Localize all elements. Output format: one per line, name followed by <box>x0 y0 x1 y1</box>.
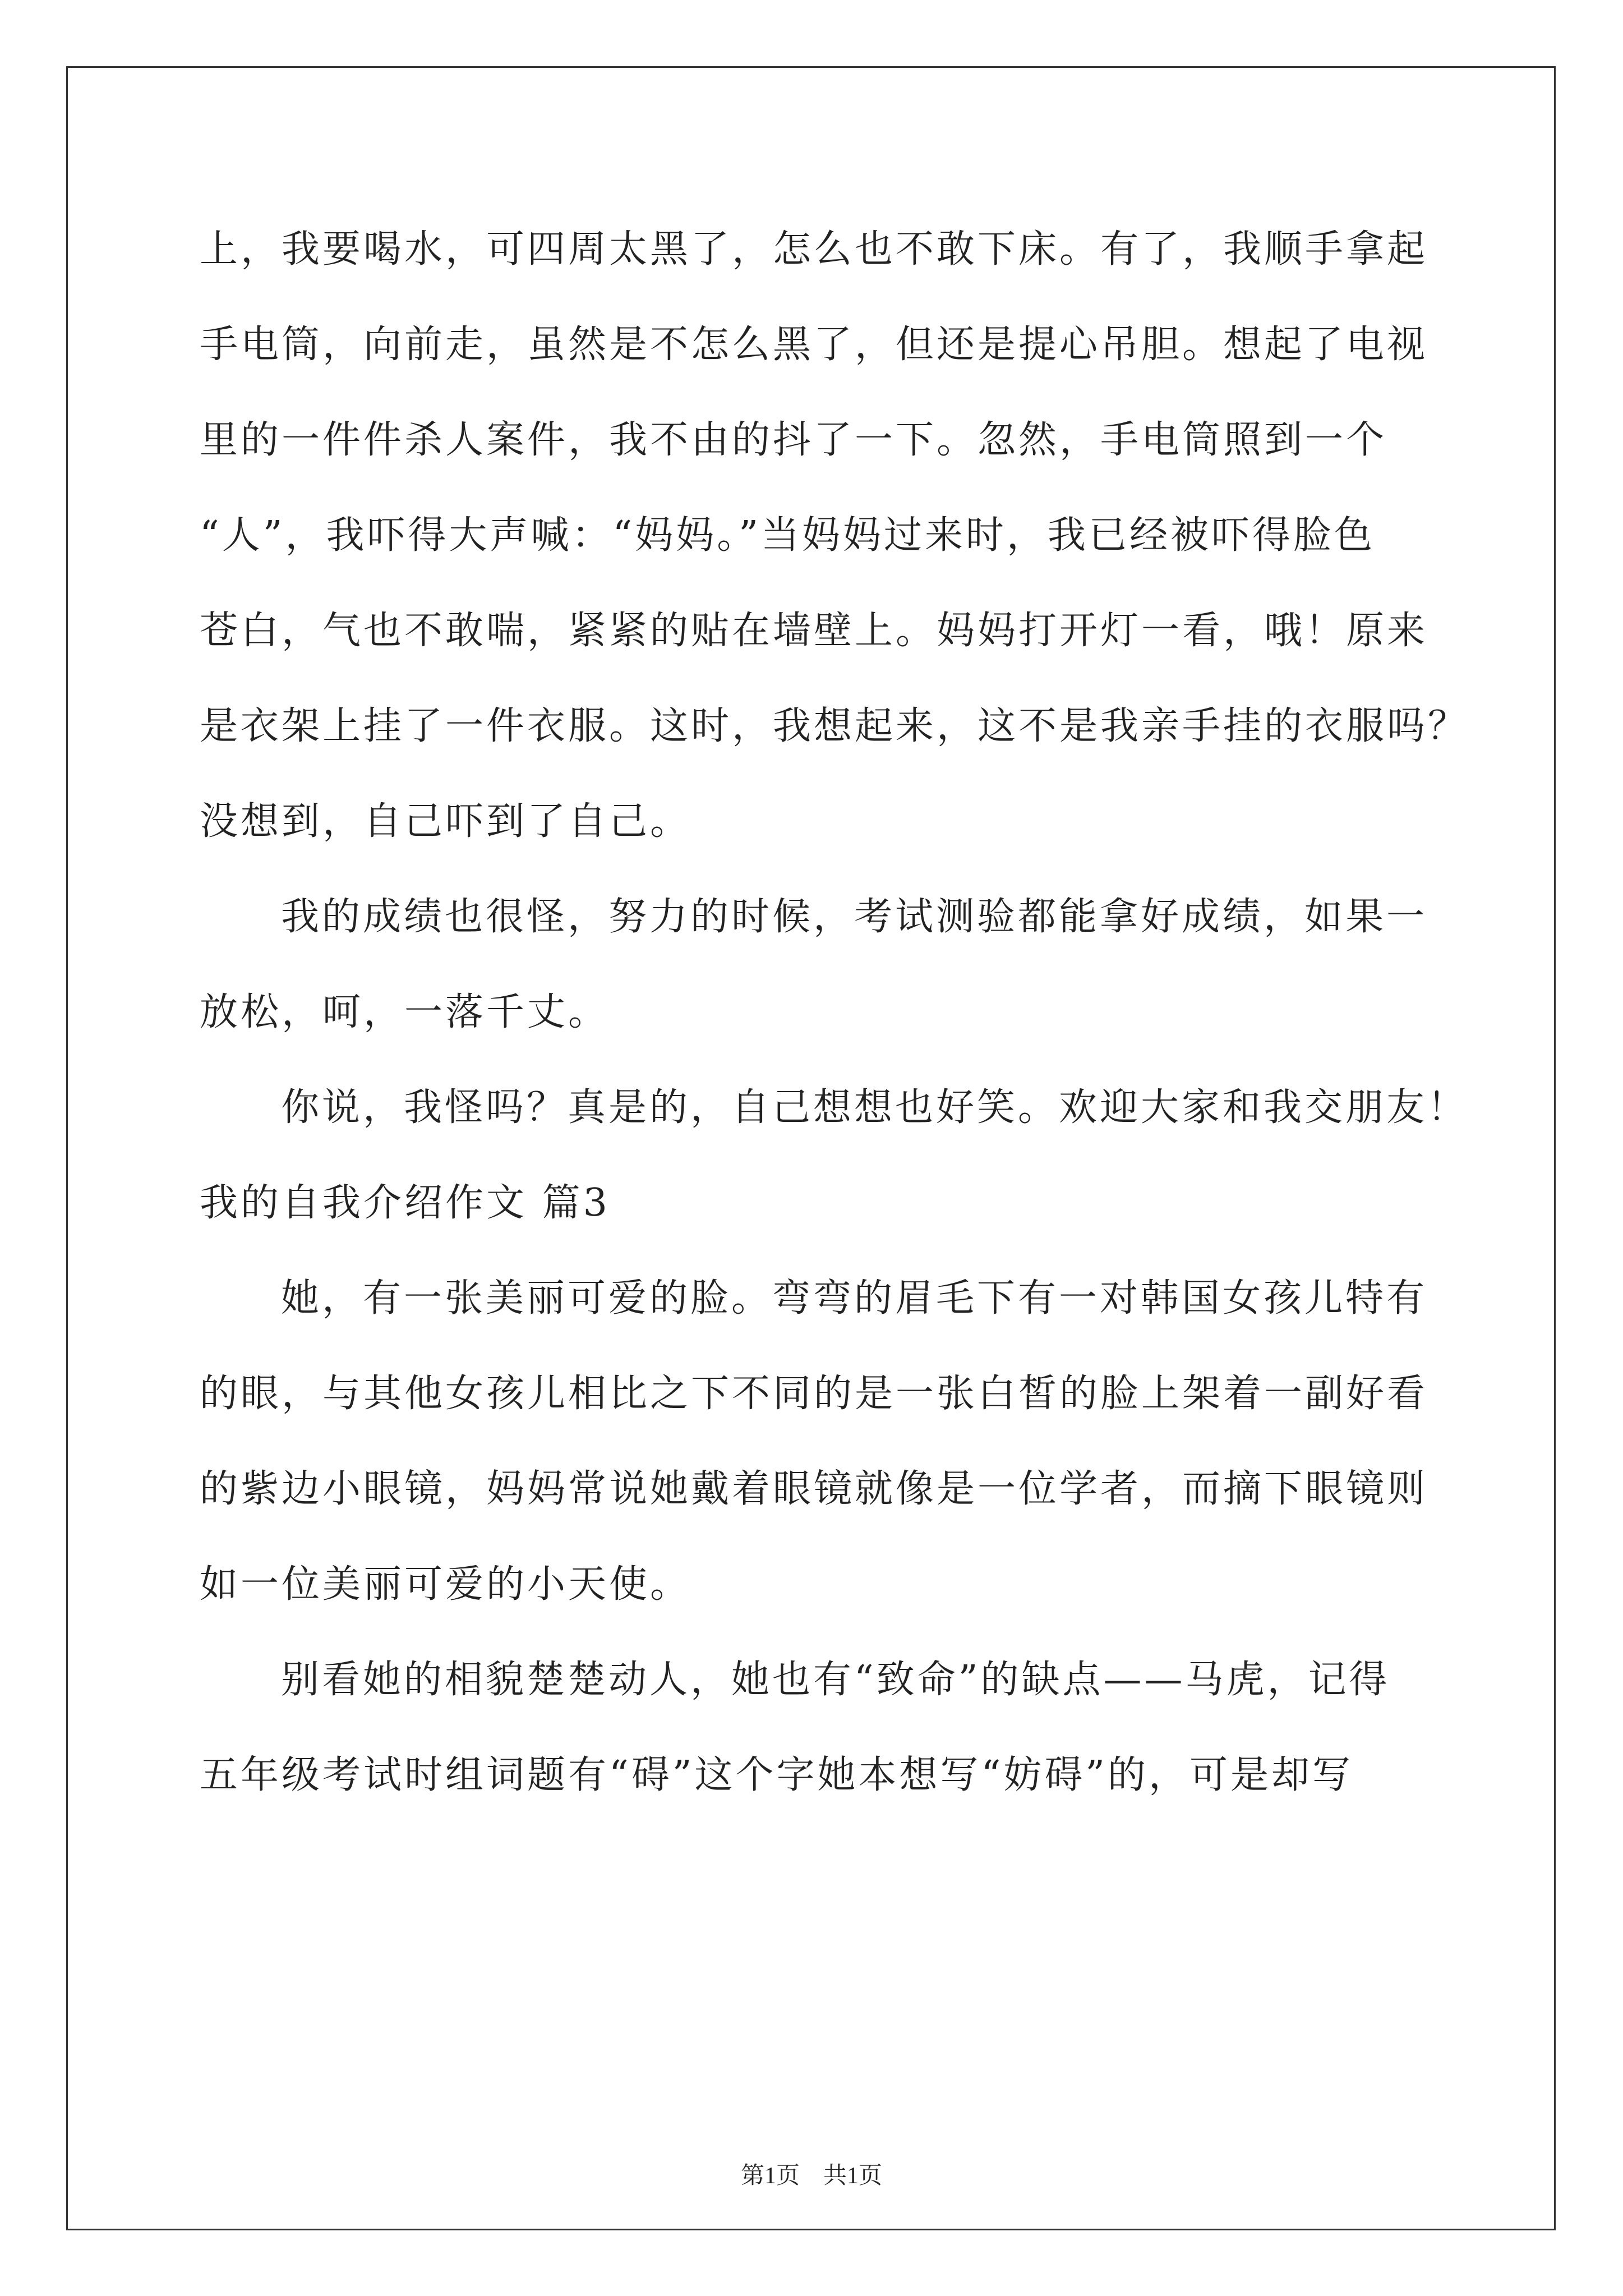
paragraph-first-line: 我的成绩也很怪，努力的时候，考试测验都能拿好成绩，如果一 <box>281 895 1428 939</box>
paragraph-first-line: 别看她的相貌楚楚动人，她也有“致命”的缺点——马虎，记得 <box>281 1658 1390 1702</box>
paragraph-first-line: 她，有一张美丽可爱的脸。弯弯的眉毛下有一对韩国女孩儿特有 <box>281 1276 1428 1320</box>
text-line: 手电筒，向前走，虽然是不怎么黑了，但还是提心吊胆。想起了电视 <box>200 323 1428 367</box>
document-body <box>200 216 1469 1837</box>
text-line: 是衣架上挂了一件衣服。这时，我想起来，这不是我亲手挂的衣服吗？ <box>200 704 1469 748</box>
text-line: 里的一件件杀人案件，我不由的抖了一下。忽然，手电筒照到一个 <box>200 418 1387 462</box>
text-line: 的眼，与其他女孩儿相比之下不同的是一张白皙的脸上架着一副好看 <box>200 1372 1428 1416</box>
text-line: 五年级考试时组词题有“碍”这个字她本想写“妨碍”的，可是却写 <box>200 1753 1354 1797</box>
text-line: 放松，呵，一落千丈。 <box>200 990 610 1034</box>
text-line: 上，我要喝水，可四周太黑了，怎么也不敢下床。有了，我顺手拿起 <box>200 227 1428 272</box>
text-line: 的紫边小眼镜，妈妈常说她戴着眼镜就像是一位学者，而摘下眼镜则 <box>200 1467 1428 1511</box>
text-line: 苍白，气也不敢喘，紧紧的贴在墙壁上。妈妈打开灯一看，哦！原来 <box>200 609 1428 653</box>
page-number-footer: 第1页 共1页 <box>740 2163 882 2189</box>
text-line: 没想到，自己吓到了自己。 <box>200 799 691 844</box>
text-line: “人”，我吓得大声喊：“妈妈。”当妈妈过来时，我已经被吓得脸色 <box>200 513 1376 558</box>
text-line: 如一位美丽可爱的小天使。 <box>200 1562 691 1607</box>
paragraph-first-line: 你说，我怪吗？真是的，自己想想也好笑。欢迎大家和我交朋友！ <box>281 1085 1469 1130</box>
section-heading: 我的自我介绍作文 篇3 <box>200 1181 610 1225</box>
